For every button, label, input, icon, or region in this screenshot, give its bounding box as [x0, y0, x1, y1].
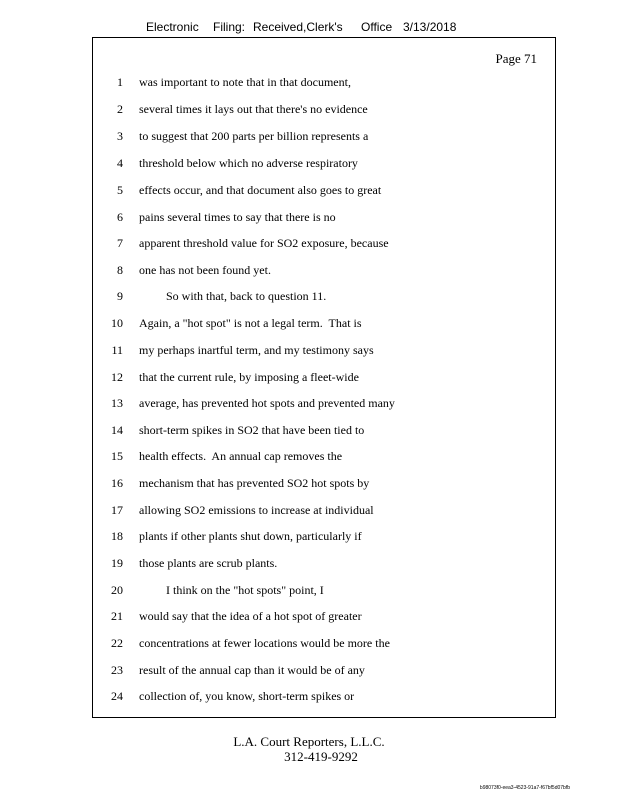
- line-text: several times it lays out that there's no evidence: [139, 102, 368, 116]
- line-text: I think on the "hot spots" point, I: [139, 583, 324, 597]
- transcript-line: [93, 128, 557, 144]
- line-text: short-term spikes in SO2 that have been tied to: [139, 423, 365, 437]
- line-number: 17: [111, 503, 123, 517]
- transcript-line: [93, 155, 557, 171]
- line-text: would say that the idea of a hot spot of greater: [139, 609, 362, 623]
- transcript-line: [93, 528, 557, 544]
- line-text: threshold below which no adverse respiratory: [139, 156, 358, 170]
- filing-header-received: Received,Clerk's: [253, 20, 343, 34]
- transcript-line: [93, 448, 557, 464]
- line-number: 4: [117, 156, 123, 170]
- transcript-line: [93, 688, 557, 704]
- line-text: Again, a "hot spot" is not a legal term. That is: [139, 316, 362, 330]
- line-number: 22: [111, 636, 123, 650]
- line-number: 24: [111, 689, 123, 703]
- transcript-line: [93, 74, 557, 90]
- line-text: my perhaps inartful term, and my testimony says: [139, 343, 374, 357]
- transcript-line: [93, 315, 557, 331]
- transcript-page: [92, 37, 556, 718]
- line-number: 18: [111, 529, 123, 543]
- line-text: one has not been found yet.: [139, 263, 271, 277]
- line-number: 6: [117, 210, 123, 224]
- transcript-line: [93, 182, 557, 198]
- line-text: So with that, back to question 11.: [139, 289, 327, 303]
- transcript-line: [93, 422, 557, 438]
- line-text: to suggest that 200 parts per billion represents a: [139, 129, 369, 143]
- transcript-line: [93, 235, 557, 251]
- document-id: b98073f0-eea3-4523-91a7-f67bf5d07bfb: [479, 785, 570, 791]
- filing-header: [0, 20, 618, 36]
- line-number: 3: [117, 129, 123, 143]
- line-text: mechanism that has prevented SO2 hot spots by: [139, 476, 370, 490]
- transcript-line: [93, 502, 557, 518]
- line-number: 19: [111, 556, 123, 570]
- line-text: result of the annual cap than it would be of any: [139, 663, 365, 677]
- line-number: 10: [111, 316, 123, 330]
- line-text: health effects. An annual cap removes the: [139, 449, 343, 463]
- transcript-line: [93, 475, 557, 491]
- line-number: 2: [117, 102, 123, 116]
- transcript-line: [93, 342, 557, 358]
- line-text: those plants are scrub plants.: [139, 556, 278, 570]
- transcript-line: [93, 608, 557, 624]
- transcript-line: [93, 635, 557, 651]
- transcript-line: [93, 369, 557, 385]
- line-text: allowing SO2 emissions to increase at individual: [139, 503, 374, 517]
- line-text: that the current rule, by imposing a fleet-wide: [139, 370, 359, 384]
- line-text: collection of, you know, short-term spikes or: [139, 689, 355, 703]
- transcript-line: [93, 582, 557, 598]
- line-number: 21: [111, 609, 123, 623]
- transcript-line: [93, 101, 557, 117]
- line-number: 13: [111, 396, 123, 410]
- line-text: apparent threshold value for SO2 exposure, because: [139, 236, 389, 250]
- line-number: 14: [111, 423, 123, 437]
- line-number: 5: [117, 183, 123, 197]
- line-number: 11: [111, 343, 123, 357]
- line-text: was important to note that in that document,: [139, 75, 351, 89]
- line-text: average, has prevented hot spots and prevented many: [139, 396, 395, 410]
- filing-header-date: 3/13/2018: [403, 20, 457, 34]
- page-number: Page 71: [495, 51, 537, 66]
- line-number: 1: [117, 75, 123, 89]
- line-number: 8: [117, 263, 123, 277]
- footer-company: L.A. Court Reporters, L.L.C.: [233, 734, 385, 749]
- line-number: 7: [117, 236, 123, 250]
- transcript-line: [93, 262, 557, 278]
- line-text: effects occur, and that document also goes to great: [139, 183, 382, 197]
- line-text: pains several times to say that there is no: [139, 210, 336, 224]
- filing-header-electronic: Electronic: [146, 20, 199, 34]
- transcript-line: [93, 662, 557, 678]
- line-number: 23: [111, 663, 123, 677]
- transcript-line: [93, 395, 557, 411]
- line-number: 16: [111, 476, 123, 490]
- filing-header-office: Office: [361, 20, 393, 34]
- transcript-line: [93, 209, 557, 225]
- transcript-line: [93, 288, 557, 304]
- line-text: concentrations at fewer locations would be more the: [139, 636, 390, 650]
- footer-phone: 312-419-9292: [284, 749, 358, 764]
- line-number: 9: [117, 289, 123, 303]
- line-number: 20: [111, 583, 123, 597]
- line-number: 12: [111, 370, 123, 384]
- line-number: 15: [111, 449, 123, 463]
- line-text: plants if other plants shut down, particularly if: [139, 529, 362, 543]
- transcript-line: [93, 555, 557, 571]
- filing-header-filing: Filing:: [213, 20, 246, 34]
